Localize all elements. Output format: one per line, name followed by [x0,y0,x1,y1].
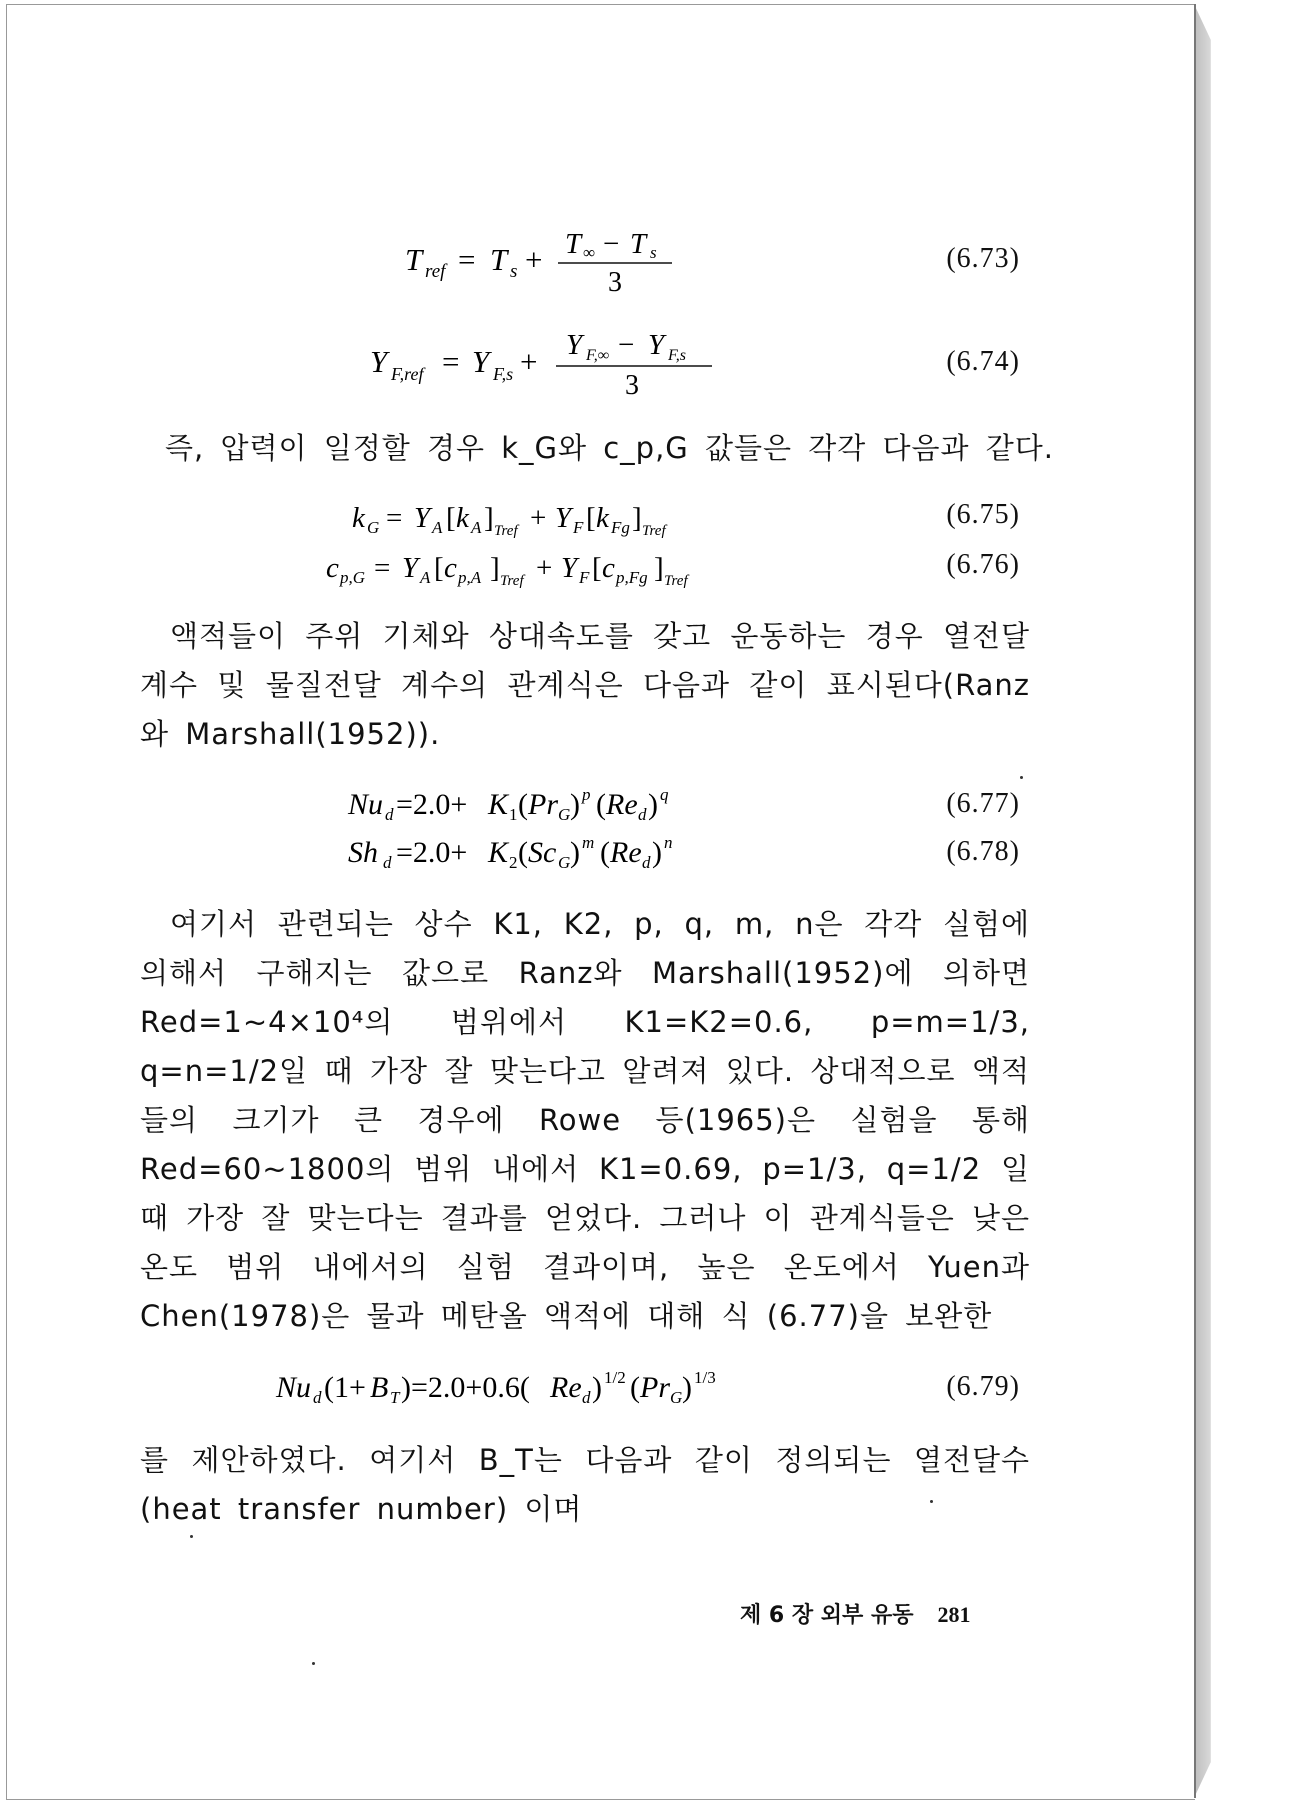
equation-6-73 [0,225,1188,295]
svg-text:Re: Re [610,836,642,869]
svg-text:[: [ [586,502,596,534]
svg-text:c: c [444,552,457,584]
svg-text:): ) [592,1371,602,1404]
paragraph-4: 를 제안하였다. 여기서 B_T는 다음과 같이 정의되는 열전달수 (heat transfer number) 이며 [140,1443,1030,1526]
formula-6-77 [340,782,760,828]
equation-number: (6.78) [946,836,1020,867]
equation-number: (6.79) [946,1371,1020,1402]
svg-text:(: ( [596,788,606,821]
svg-text:Y: Y [472,344,490,379]
equation-6-78 [0,830,1188,890]
svg-text:]: ] [484,502,494,534]
svg-text:1/3: 1/3 [694,1368,716,1387]
svg-text:q: q [660,785,669,804]
svg-text:G: G [670,1388,683,1407]
svg-text:F: F [573,518,584,537]
svg-text:A: A [471,518,482,537]
page-stack-edge [1194,4,1250,1798]
svg-text:p,G: p,G [340,568,366,587]
svg-text:Re: Re [606,788,638,821]
paragraph-3 [140,900,1030,1341]
svg-text:+: + [536,552,553,584]
svg-text:=2.0+: =2.0+ [396,788,468,821]
svg-text:G: G [558,805,571,824]
formula-6-79 [268,1365,828,1411]
paragraph-2 [140,612,1030,759]
svg-text:Fg: Fg [611,518,630,537]
svg-text:1: 1 [509,805,518,824]
svg-text:B: B [370,1371,389,1404]
svg-text:d: d [385,805,394,824]
svg-text:Y: Y [414,502,431,534]
svg-text:Nu: Nu [348,788,384,821]
svg-text:Y: Y [561,552,578,584]
svg-text:ref: ref [425,261,446,282]
svg-text:]: ] [632,502,642,534]
svg-text:F,ref: F,ref [391,364,424,384]
svg-text:+: + [525,242,543,277]
scan-speck [930,1500,933,1503]
svg-text:Tref: Tref [664,573,688,589]
svg-text:Re: Re [550,1371,582,1404]
svg-text:s: s [510,261,518,282]
chapter-title: 제 6 장 외부 유동 [740,1603,914,1628]
svg-text:s: s [650,243,657,262]
svg-text:Y: Y [555,502,572,534]
svg-text:F,s: F,s [668,347,686,364]
svg-text:F: F [579,568,590,587]
equation-number: (6.77) [946,788,1020,819]
svg-text:3: 3 [608,267,622,295]
paragraph-3-text: 여기서 관련되는 상수 K1, K2, p, q, m, n은 각각 실험에 의해서 구해지는 값으로 Ranz와 Marshall(1952)에 의하면 Red=1~4×10⁴의 범위에서 K1=K2=0.6, p=m=1/3, q=n=1/2일 때 가장 잘 맞는다고 알려져 있다. 상대적으로 액적들의 크기가 큰 경우에 Rowe 등(1965)은 실험을 통해 Red=60~1800의 범위 내에서 K1=0.69, p=1/3, q=1/2 일 때 가장 잘 맞는다는 결과를 얻었다. 그러나 이 관계식들은 낮은 온도 범위 내에서의 실험 결과이며, 높은 온도에서 Yuen과 Chen(1978)은 물과 메탄올 액적에 대해 식 (6.77)을 보완한 [140,907,1030,1333]
svg-text:]: ] [654,552,664,584]
formula-6-78 [340,830,760,876]
svg-text:[: [ [446,502,456,534]
svg-text:Y: Y [370,344,388,379]
svg-text:p,Fg: p,Fg [616,568,648,587]
equation-6-74 [0,326,1188,398]
svg-text:(: ( [630,1371,640,1404]
svg-text:+: + [520,344,538,379]
svg-text:T: T [390,1388,400,1407]
svg-text:): ) [682,1371,692,1404]
svg-text:A: A [432,518,443,537]
svg-text:[: [ [592,552,602,584]
svg-text:T: T [405,242,423,277]
svg-text:(1+: (1+ [324,1371,366,1404]
svg-text:−: − [618,329,635,361]
equation-number: (6.76) [946,549,1020,580]
svg-text:c: c [326,552,339,584]
svg-text:Pr: Pr [528,788,558,821]
svg-text:Sh: Sh [348,836,378,869]
svg-text:F,s: F,s [493,364,514,384]
svg-text:T: T [565,228,582,260]
svg-text:Nu: Nu [276,1371,312,1404]
svg-text:Y: Y [648,329,665,361]
paragraph-2-text: 액적들이 주위 기체와 상대속도를 갖고 운동하는 경우 열전달 계수 및 물질전달 계수의 관계식은 다음과 같이 표시된다(Ranz와 Marshall(1952)). [140,619,1030,751]
svg-text:m: m [582,833,595,852]
svg-text:)=2.0+0.6(: )=2.0+0.6( [401,1371,530,1404]
svg-text:T: T [490,242,508,277]
svg-text:[: [ [434,552,444,584]
svg-text:Tref: Tref [500,573,524,589]
svg-text:Sc: Sc [528,836,557,869]
svg-text:d: d [383,853,392,872]
formula-6-75 [340,495,760,541]
svg-text:]: ] [490,552,500,584]
svg-text:T: T [630,228,647,260]
page-edge-shadow [1194,4,1196,1798]
svg-text:d: d [582,1388,591,1407]
svg-text:(: ( [518,836,528,869]
svg-text:): ) [570,836,580,869]
svg-text:(: ( [600,836,610,869]
svg-text:A: A [420,568,431,587]
formula-6-74 [360,326,740,398]
svg-text:): ) [570,788,580,821]
scan-speck [312,1662,315,1665]
svg-text:K: K [488,836,509,869]
svg-text:2: 2 [509,853,518,872]
svg-text:1/2: 1/2 [604,1368,626,1387]
formula-6-76 [318,545,778,591]
svg-text:=: = [374,552,391,584]
svg-text:=2.0+: =2.0+ [396,836,468,869]
formula-6-73 [380,225,710,295]
page-number: 281 [937,1602,971,1627]
equation-number: (6.74) [946,346,1020,377]
svg-text:G: G [558,853,571,872]
svg-text:d: d [642,853,651,872]
svg-text:G: G [367,518,380,537]
svg-text:): ) [648,788,658,821]
equation-number: (6.75) [946,499,1020,530]
equation-6-76 [0,545,1188,605]
paragraph-1: 즉, 압력이 일정할 경우 k_G와 c_p,G 값들은 각각 다음과 같다. [165,431,1054,465]
svg-text:Tref: Tref [494,523,518,539]
svg-text:(: ( [518,788,528,821]
svg-text:p,A: p,A [458,568,482,587]
svg-text:k: k [596,502,609,534]
svg-text:+: + [530,502,547,534]
scan-speck [190,1535,193,1538]
svg-text:−: − [603,228,620,260]
svg-text:=: = [458,242,476,277]
svg-text:∞: ∞ [583,243,596,262]
equation-6-79 [0,1365,1188,1425]
svg-text:Pr: Pr [640,1371,670,1404]
svg-text:d: d [313,1388,322,1407]
svg-text:k: k [352,502,365,534]
svg-text:c: c [602,552,615,584]
svg-text:d: d [638,805,647,824]
svg-text:Y: Y [402,552,419,584]
svg-text:3: 3 [625,370,639,398]
scan-speck [1020,776,1023,779]
equation-number: (6.73) [946,243,1020,274]
svg-text:n: n [664,833,673,852]
svg-text:Tref: Tref [642,523,666,539]
svg-text:=: = [386,502,403,534]
svg-text:k: k [456,502,469,534]
svg-text:F,∞: F,∞ [586,347,610,364]
page-footer [740,1598,970,1629]
svg-text:K: K [488,788,509,821]
svg-text:): ) [652,836,662,869]
svg-text:Y: Y [566,329,583,361]
svg-text:p: p [582,785,591,804]
svg-text:=: = [442,344,460,379]
